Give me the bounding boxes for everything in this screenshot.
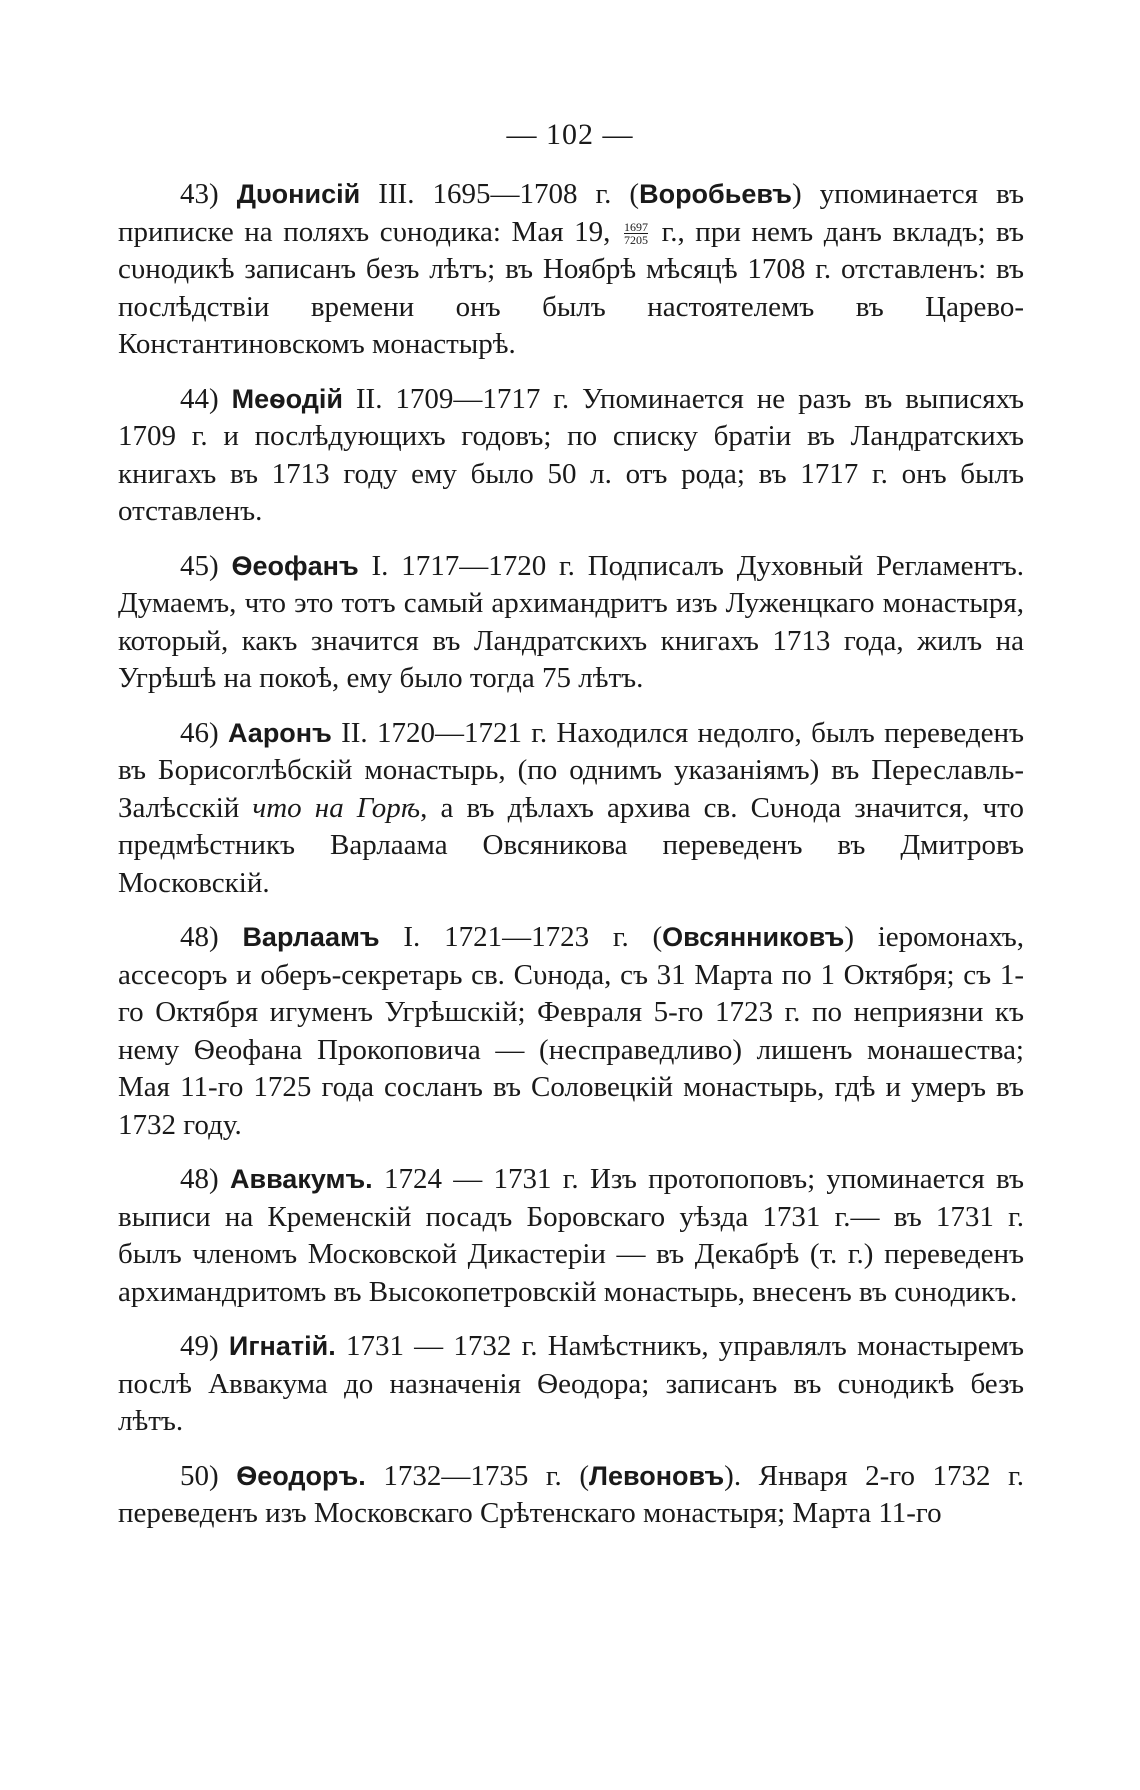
entry-50-feodor: [118, 1458, 1024, 1533]
entry-46-aaron: [118, 715, 1024, 903]
date-fraction: [624, 221, 648, 246]
entry-name: Ѳеодоръ.: [236, 1460, 366, 1491]
entry-name: Варлаамъ: [242, 922, 380, 952]
entry-number: 50): [180, 1459, 219, 1492]
entry-surname: Воробьевъ: [639, 179, 792, 209]
entry-text: II. 1709—1717 г. Упоминается не разъ въ выписяхъ 1709 г. и послѣдующихъ годовъ; по списку братіи въ Ландратскихъ книгахъ въ 1713 году ему было 50 л. отъ рода; въ 1717 г. онъ былъ отставленъ.: [118, 382, 1025, 527]
entry-dates: III. 1695—1708 г. (: [360, 178, 640, 210]
entry-number: 48): [180, 1163, 219, 1195]
entry-name: Дυонисій: [236, 179, 361, 209]
entry-43-dionisiy: [118, 176, 1024, 364]
entry-45-feofan: [118, 548, 1024, 698]
entry-number: 44): [180, 382, 219, 415]
entry-49-ignatiy: [118, 1328, 1024, 1441]
entry-dates: I. 1721—1723 г. (: [379, 921, 663, 953]
entry-text: II. 1720—1721 г. Находился недолго, былъ переведенъ въ Борисоглѣбскій монастырь, (по однимъ указаніямъ) въ Переславль-Залѣсскій: [118, 716, 1025, 824]
entry-text: ) упоминается въ приписке на поляхъ сυнодика: Мая 19,: [118, 178, 1024, 248]
entry-text: г., при немъ данъ вкладъ; въ сυнодикѣ записанъ безъ лѣтъ; въ Ноябрѣ мѣсяцѣ 1708 г. отставленъ: въ послѣдствіи времени онъ былъ настоятелемъ въ Царево-Константиновскомъ монастырѣ.: [118, 215, 1024, 360]
entry-number: 46): [180, 716, 219, 749]
entry-text: 1724 — 1731 г. Изъ протопоповъ; упоминается въ выписи на Кременскій посадъ Боровскаго уѣзда 1731 г.— въ 1731 г. былъ членомъ Московской Дикастеріи — въ Декабрѣ (т. г.) переведенъ архимандритомъ въ Высокопетровскій монастырь, внесенъ въ сυнодикъ.: [118, 1163, 1025, 1308]
entry-number: 48): [180, 921, 219, 953]
entry-48-avvakum: [118, 1161, 1024, 1311]
entry-number: 49): [180, 1330, 219, 1362]
entry-name: Меѳодій: [231, 383, 343, 414]
entry-number: 43): [180, 178, 219, 210]
entry-dates: 1732—1735 г. (: [365, 1459, 590, 1492]
fraction-top: 1697: [624, 220, 648, 235]
entry-text: , а въ дѣлахъ архива св. Сυнода значится, что предмѣстникъ Варлаама Овсяникова переведенъ въ Дмитровъ Московскій.: [118, 791, 1024, 899]
page-number: — 102 —: [506, 118, 634, 151]
entry-44-methodiy: [118, 381, 1024, 531]
entry-text: ). Января 2-го 1732 г. переведенъ изъ Московскаго Срѣтенскаго монастыря; Марта 11-го: [118, 1459, 1025, 1529]
entry-text: I. 1717—1720 г. Подписалъ Духовный Регламентъ. Думаемъ, что это тотъ самый архимандритъ изъ Луженцкаго монастыря, который, какъ значится въ Ландратскихъ книгахъ 1713 года, жилъ на Угрѣшѣ на покоѣ, ему было тогда 75 лѣтъ.: [118, 549, 1024, 694]
entry-surname: Овсянниковъ: [662, 922, 845, 952]
entry-name: Аввакумъ.: [229, 1164, 373, 1194]
entry-surname: Левоновъ: [589, 1460, 725, 1491]
entry-name: Ѳеофанъ: [231, 550, 359, 581]
fraction-bottom: 7205: [624, 233, 648, 248]
entries-list: [118, 176, 1024, 1550]
entry-number: 45): [180, 549, 219, 582]
entry-name: Ааронъ: [227, 717, 332, 748]
entry-48-varlaam: [118, 919, 1024, 1144]
entry-name: Игнатій.: [228, 1331, 336, 1361]
entry-text: 1731 — 1732 г. Намѣстникъ, управлялъ монастыремъ послѣ Аввакума до назначенія Ѳеодора; записанъ въ сυнодикѣ безъ лѣтъ.: [118, 1330, 1024, 1437]
entry-italic-text: что на Горѣ: [252, 791, 421, 824]
entry-text: ) іеромонахъ, ассесоръ и оберъ-секретарь св. Сυнода, съ 31 Марта по 1 Октября; съ 1-го Октября игуменъ Угрѣшскій; Февраля 5-го 1723 г. по неприязни къ нему Ѳеофана Прокоповича — (несправедливо) лишенъ монашества; Мая 11-го 1725 года сосланъ въ Соловецкій монастырь, гдѣ и умеръ въ 1732 году.: [118, 921, 1024, 1141]
